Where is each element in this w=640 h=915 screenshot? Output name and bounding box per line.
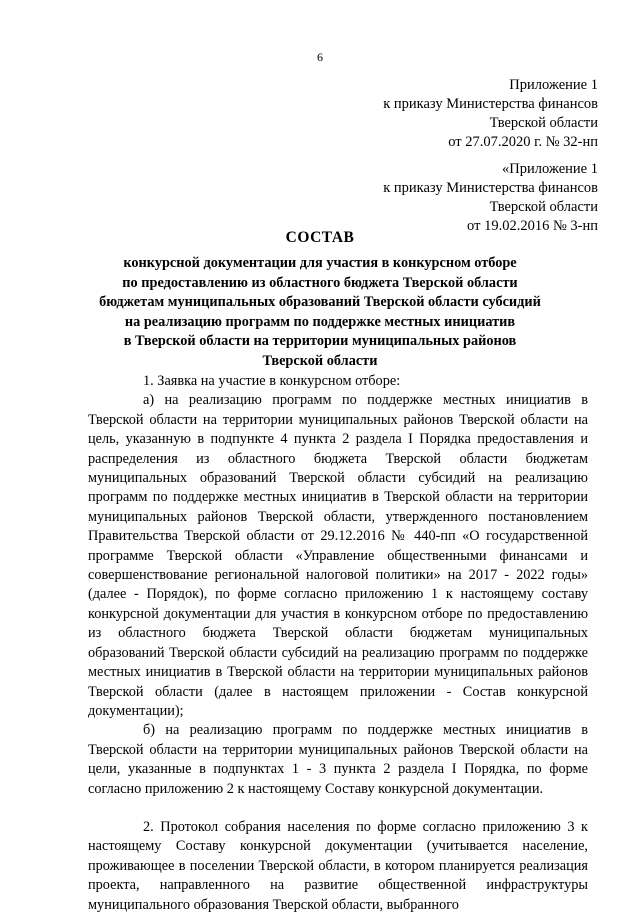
item2-paragraph: 2. Протокол собрания населения по форме согласно приложению 3 к настоящему Составу конкурсной документации (учитывается население, проживающее в поселении Тверской области, в котором планируется реализация проекта, направленного на развитие общественной инфраструктуры муниципального образования Тверской области, выбранного [88, 818, 588, 913]
document-subtitle [60, 254, 580, 371]
document-title: СОСТАВ [285, 229, 355, 246]
item1-subitem-b: б) на реализацию программ по поддержке местных инициатив в Тверской области на территории муниципальных районов Тверской области на цели, указанные в подпунктах 1 - 3 пункта 2 раздела I Порядка, по форме согласно приложению 2 к настоящему Составу конкурсной документации. [88, 722, 588, 797]
appendix-line: Тверской области [489, 199, 598, 215]
page-number: 6 [317, 50, 323, 64]
appendix-current-header [383, 76, 598, 152]
appendix-line: к приказу Министерства финансов [383, 96, 598, 112]
appendix-original-header [383, 160, 598, 236]
item1-heading: 1. Заявка на участие в конкурсном отборе: [143, 373, 401, 389]
subtitle-line: бюджетам муниципальных образований Тверской области субсидий [99, 294, 541, 310]
item1-subitem-a: а) на реализацию программ по поддержке местных инициатив в Тверской области на территории муниципальных районов Тверской области на цель, указанную в подпункте 4 пункта 2 раздела I Порядка предоставления и распределения из областного бюджета Тверской области бюджетам муниципальных образований Тверской области субсидий на реализацию программ по поддержке местных инициатив в Тверской области на территории муниципальных районов Тверской области, утвержденного постановлением Правительства Тверской области от 29.12.2016 № 440-пп «О государственной программе Тверской области «Управление общественными финансами и совершенствование региональной налоговой политики» на 2017 - 2022 годы» (далее - Порядок), по форме согласно приложению 1 к настоящему составу конкурсной документации для участия в конкурсном отборе по предоставлению из областного бюджета Тверской области бюджетам муниципальных образований Тверской области субсидий на реализацию программ по поддержке местных инициатив в Тверской области на территории муниципальных районов Тверской области (далее в настоящем приложении - Состав конкурсной документации); [88, 392, 588, 719]
subtitle-line: Тверской области [262, 352, 378, 369]
appendix-line: Приложение 1 [509, 77, 598, 93]
appendix-line: от 27.07.2020 г. № 32-нп [448, 134, 598, 150]
appendix-line: Тверской области [489, 115, 598, 131]
appendix-line: от 19.02.2016 № 3-нп [467, 218, 598, 234]
subtitle-line: по предоставлению из областного бюджета Тверской области [122, 274, 518, 291]
subtitle-line: на реализацию программ по поддержке местных инициатив [124, 313, 516, 330]
document-body [88, 372, 588, 915]
appendix-line: к приказу Министерства финансов [383, 180, 598, 196]
subtitle-line: в Тверской области на территории муниципальных районов [123, 333, 517, 349]
subtitle-line: конкурсной документации для участия в конкурсном отборе [123, 255, 517, 271]
appendix-line: «Приложение 1 [502, 161, 598, 177]
paragraph-gap [88, 799, 588, 818]
